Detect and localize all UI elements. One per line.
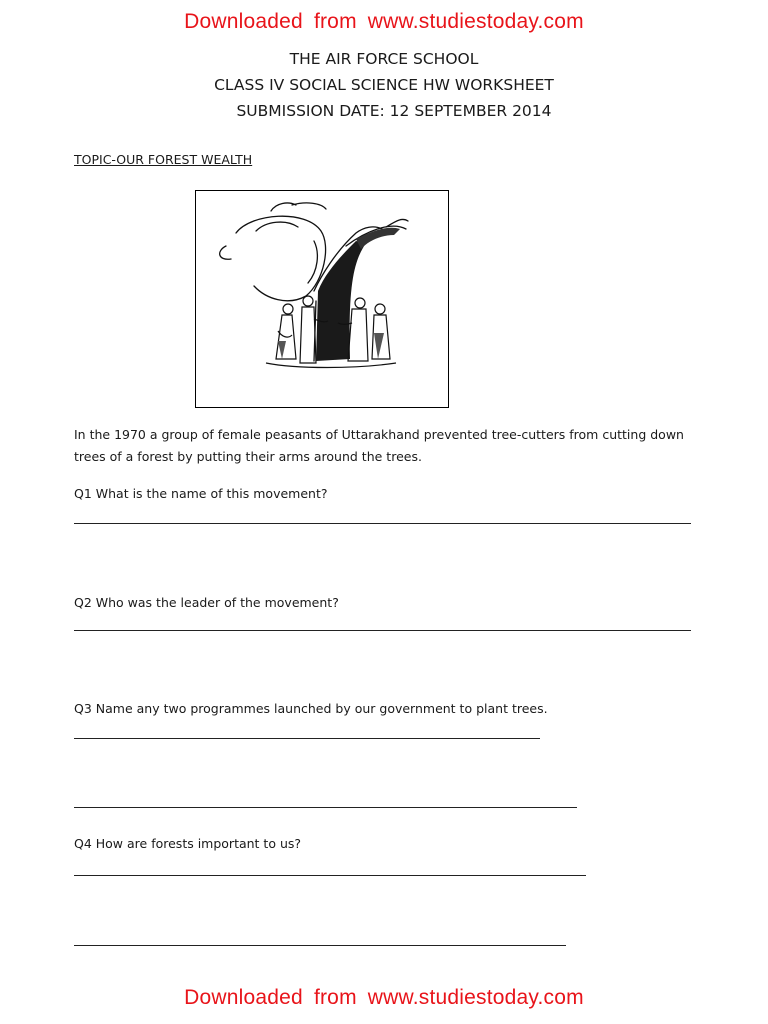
answer-line-3b[interactable] (74, 807, 577, 808)
answer-line-4a[interactable] (74, 875, 586, 876)
question-2: Q2 Who was the leader of the movement? (74, 595, 339, 610)
question-3: Q3 Name any two programmes launched by our government to plant trees. (74, 701, 548, 716)
submission-date: SUBMISSION DATE: 12 SEPTEMBER 2014 (236, 102, 552, 120)
watermark-banner-top[interactable]: Downloaded from www.studiestoday.com (184, 10, 584, 33)
women-hugging-tree-image (196, 191, 448, 407)
answer-line-3a[interactable] (74, 738, 540, 739)
topic-heading: TOPIC-OUR FOREST WEALTH (74, 152, 253, 167)
answer-line-1[interactable] (74, 523, 691, 524)
watermark-banner-bottom[interactable]: Downloaded from www.studiestoday.com (184, 986, 584, 1009)
answer-line-4b[interactable] (74, 945, 566, 946)
chipko-illustration (195, 190, 449, 408)
intro-paragraph: In the 1970 a group of female peasants of Uttarakhand prevented tree-cutters from cutting down trees of a forest by putting their arms around the trees. (74, 427, 684, 464)
school-name: THE AIR FORCE SCHOOL (289, 50, 479, 68)
question-1: Q1 What is the name of this movement? (74, 486, 328, 501)
answer-line-2[interactable] (74, 630, 691, 631)
worksheet-title: CLASS IV SOCIAL SCIENCE HW WORKSHEET (214, 76, 554, 94)
worksheet-header (0, 46, 768, 124)
question-4: Q4 How are forests important to us? (74, 836, 302, 851)
